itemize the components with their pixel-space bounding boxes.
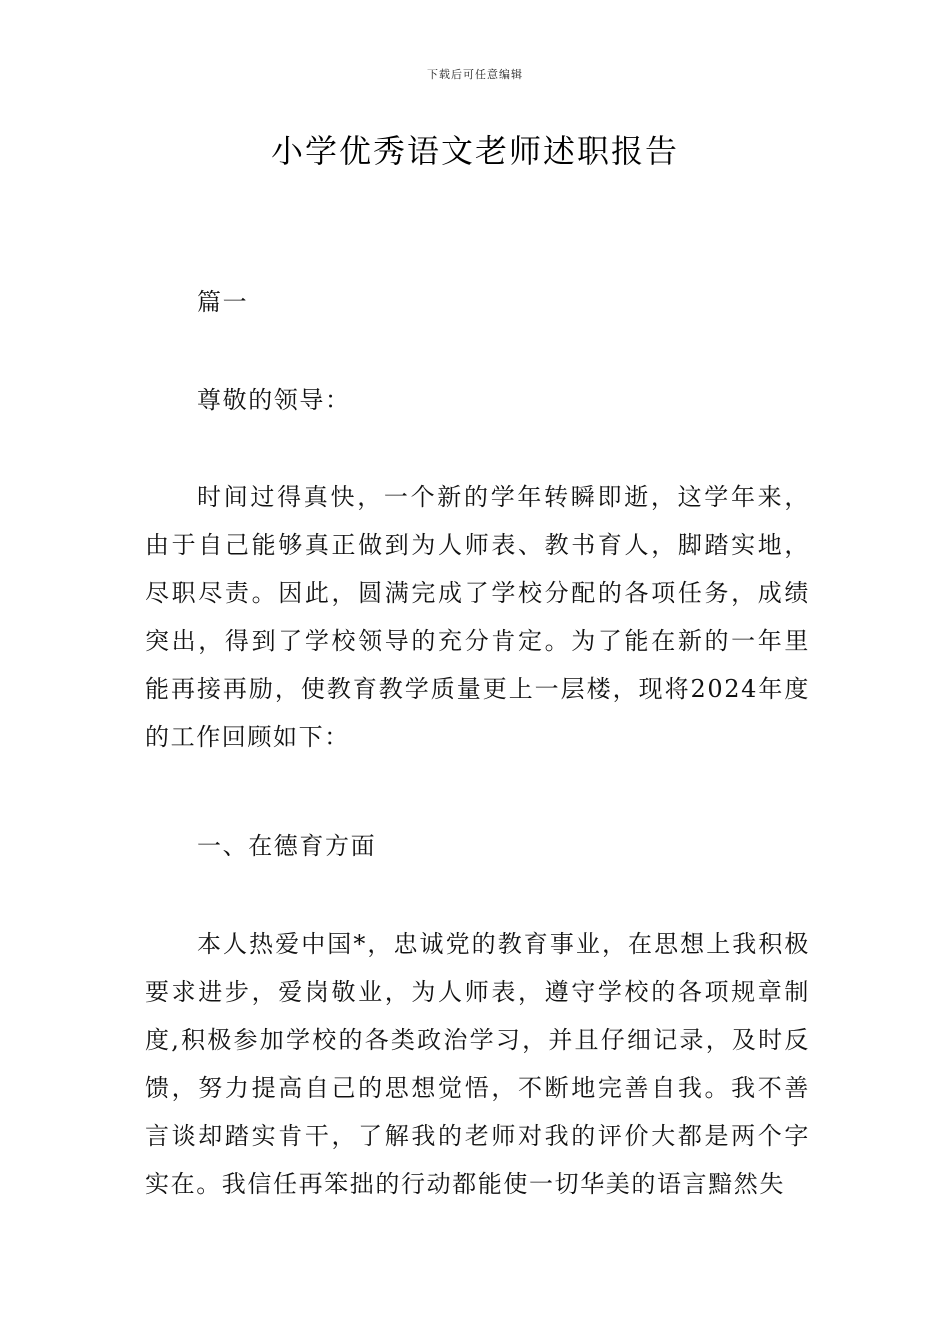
header-note: 下载后可任意编辑 (427, 68, 523, 81)
greeting: 尊敬的领导： (197, 386, 351, 414)
section-label: 篇一 (197, 288, 249, 316)
document-title: 小学优秀语文老师述职报告 (270, 132, 679, 170)
section-heading-moral: 一、在德育方面 (197, 832, 377, 860)
moral-paragraph: 本人热爱中国*，忠诚党的教育事业，在思想上我积极要求进步，爱岗敬业，为人师表，遵守学校的各项规章制度,积极参加学校的各类政治学习，并且仔细记录，及时反馈，努力提高自己的思想觉悟，不断地完善自我。我不善言谈却踏实肯干，了解我的老师对我的评价大都是两个字实在。我信任再笨拙的行动都能使一切华美的语言黯然失 (145, 930, 810, 1198)
intro-paragraph: 时间过得真快，一个新的学年转瞬即逝，这学年来，由于自己能够真正做到为人师表、教书育人，脚踏实地，尽职尽责。因此，圆满完成了学校分配的各项任务，成绩突出，得到了学校领导的充分肯定。为了能在新的一年里能再接再励，使教育教学质量更上一层楼，现将2024年度的工作回顾如下： (145, 483, 810, 751)
